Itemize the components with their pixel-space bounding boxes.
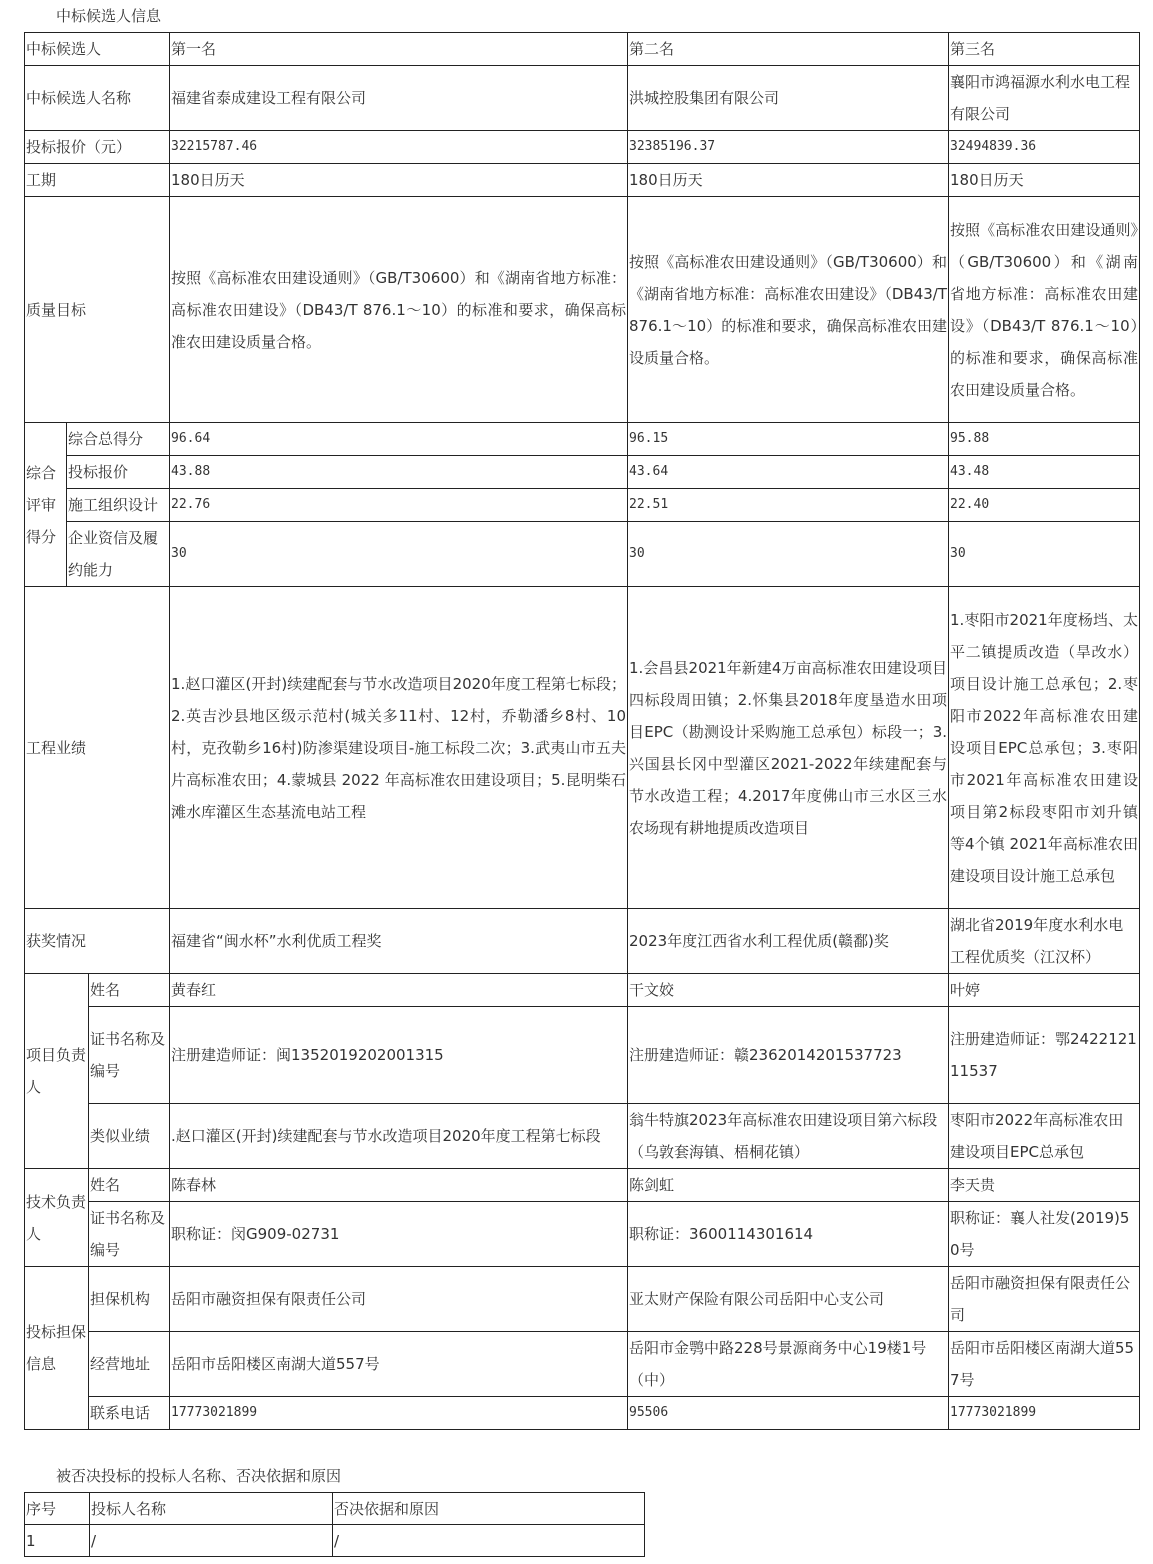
cell: 岳阳市岳阳楼区南湖大道557号 bbox=[170, 1332, 628, 1397]
table-row-guarantee-org bbox=[25, 1267, 1140, 1332]
cell: 22.76 bbox=[170, 489, 628, 522]
row-label: 综合总得分 bbox=[67, 423, 170, 456]
cell: 福建省“闽水杯”水利优质工程奖 bbox=[170, 909, 628, 974]
row-label: 质量目标 bbox=[25, 197, 170, 423]
header-rank-1: 第一名 bbox=[170, 33, 628, 66]
table-row-guarantee-addr bbox=[25, 1332, 1140, 1397]
row-label: 证书名称及编号 bbox=[89, 1007, 170, 1104]
cell: 湖北省2019年度水利水电工程优质奖（江汉杯） bbox=[949, 909, 1140, 974]
row-label: 获奖情况 bbox=[25, 909, 170, 974]
header-label: 中标候选人 bbox=[25, 33, 170, 66]
cell: 陈春林 bbox=[170, 1169, 628, 1202]
cell: 陈剑虹 bbox=[628, 1169, 949, 1202]
group-label-score: 综合评审得分 bbox=[25, 423, 67, 587]
table-row-price bbox=[25, 131, 1140, 164]
cell: 180日历天 bbox=[628, 164, 949, 197]
cell: .赵口灌区(开封)续建配套与节水改造项目2020年度工程第七标段 bbox=[170, 1104, 628, 1169]
cell: 1.会昌县2021年新建4万亩高标准农田建设项目四标段周田镇；2.怀集县2018年度垦造水田项目EPC（勘测设计采购施工总承包）标段一；3.兴国县长冈中型灌区2021-2022年续建配套与节水改造工程；4.2017年度佛山市三水区三水农场现有耕地提质改造项目 bbox=[628, 587, 949, 909]
cell: 注册建造师证：闽1352019202001315 bbox=[170, 1007, 628, 1104]
section-title-candidates: 中标候选人信息 bbox=[56, 7, 162, 25]
table-row-pm-cert bbox=[25, 1007, 1140, 1104]
cell: 2023年度江西省水利工程优质(赣鄱)奖 bbox=[628, 909, 949, 974]
table-row-guarantee-phone bbox=[25, 1397, 1140, 1430]
row-label: 类似业绩 bbox=[89, 1104, 170, 1169]
cell: 17773021899 bbox=[949, 1397, 1140, 1430]
cell: 岳阳市融资担保有限责任公司 bbox=[170, 1267, 628, 1332]
cell: 黄春红 bbox=[170, 974, 628, 1007]
table-row-pm-name bbox=[25, 974, 1140, 1007]
cell: 95506 bbox=[628, 1397, 949, 1430]
table-row-awards bbox=[25, 909, 1140, 974]
cell: 43.88 bbox=[170, 456, 628, 489]
table-row-score-design bbox=[25, 489, 1140, 522]
row-label: 经营地址 bbox=[89, 1332, 170, 1397]
row-label: 投标报价 bbox=[67, 456, 170, 489]
cell: 96.15 bbox=[628, 423, 949, 456]
cell: 32385196.37 bbox=[628, 131, 949, 164]
table-row-header bbox=[25, 33, 1140, 66]
cell: 枣阳市2022年高标准农田建设项目EPC总承包 bbox=[949, 1104, 1140, 1169]
cell: 职称证：3600114301614 bbox=[628, 1202, 949, 1267]
row-label: 中标候选人名称 bbox=[25, 66, 170, 131]
table-row-score-credit bbox=[25, 522, 1140, 587]
row-label: 证书名称及编号 bbox=[89, 1202, 170, 1267]
row-label: 担保机构 bbox=[89, 1267, 170, 1332]
row-label: 姓名 bbox=[89, 1169, 170, 1202]
cell: 岳阳市金鹗中路228号景源商务中心19楼1号（中） bbox=[628, 1332, 949, 1397]
cell: 32215787.46 bbox=[170, 131, 628, 164]
row-label: 施工组织设计 bbox=[67, 489, 170, 522]
cell: 43.64 bbox=[628, 456, 949, 489]
table-row-name bbox=[25, 66, 1140, 131]
cell: 按照《高标准农田建设通则》（GB/T30600）和《湖南省地方标准：高标准农田建设》（DB43/T 876.1～10）的标准和要求，确保高标准农田建设质量合格。 bbox=[170, 197, 628, 423]
cell: 17773021899 bbox=[170, 1397, 628, 1430]
cell: 按照《高标准农田建设通则》（GB/T30600）和《湖南省地方标准：高标准农田建设》（DB43/T 876.1～10）的标准和要求，确保高标准农田建设质量合格。 bbox=[628, 197, 949, 423]
cell: 亚太财产保险有限公司岳阳中心支公司 bbox=[628, 1267, 949, 1332]
header-no: 序号 bbox=[25, 1493, 90, 1525]
row-label: 姓名 bbox=[89, 974, 170, 1007]
cell: 32494839.36 bbox=[949, 131, 1140, 164]
cell: 岳阳市融资担保有限责任公司 bbox=[949, 1267, 1140, 1332]
cell: 96.64 bbox=[170, 423, 628, 456]
row-label: 投标报价（元） bbox=[25, 131, 170, 164]
cell: / bbox=[90, 1525, 333, 1557]
cell: 30 bbox=[170, 522, 628, 587]
table-row bbox=[25, 1525, 645, 1557]
table-row-score-total bbox=[25, 423, 1140, 456]
cell: 43.48 bbox=[949, 456, 1140, 489]
cell: 翁牛特旗2023年高标准农田建设项目第六标段（乌敦套海镇、梧桐花镇） bbox=[628, 1104, 949, 1169]
cell: 1 bbox=[25, 1525, 90, 1557]
header-name: 投标人名称 bbox=[90, 1493, 333, 1525]
table-row-score-bid bbox=[25, 456, 1140, 489]
cell: 李天贵 bbox=[949, 1169, 1140, 1202]
header-rank-2: 第二名 bbox=[628, 33, 949, 66]
table-row-pm-similar bbox=[25, 1104, 1140, 1169]
cell: 职称证：襄人社发(2019)50号 bbox=[949, 1202, 1140, 1267]
table-row-performance bbox=[25, 587, 1140, 909]
cell: 180日历天 bbox=[949, 164, 1140, 197]
section-title-rejected: 被否决投标的投标人名称、否决依据和原因 bbox=[56, 1467, 342, 1485]
cell: 叶婷 bbox=[949, 974, 1140, 1007]
cell: 注册建造师证：鄂242212111537 bbox=[949, 1007, 1140, 1104]
cell: 职称证：闵G909-02731 bbox=[170, 1202, 628, 1267]
header-reason: 否决依据和原因 bbox=[333, 1493, 645, 1525]
cell: 1.赵口灌区(开封)续建配套与节水改造项目2020年度工程第七标段；2.英吉沙县地区级示范村(城关多11村、12村，乔勒潘乡8村、10村，克孜勒乡16村)防渗渠建设项目-施工标段二次；3.武夷山市五夫片高标准农田；4.蒙城县 2022 年高标准农田建设项目；5.昆明柴石滩水库灌区生态基流电站工程 bbox=[170, 587, 628, 909]
cell: 30 bbox=[949, 522, 1140, 587]
cell: 干文姣 bbox=[628, 974, 949, 1007]
group-label-tech: 技术负责人 bbox=[25, 1169, 89, 1267]
table-row-tech-name bbox=[25, 1169, 1140, 1202]
table-row-header bbox=[25, 1493, 645, 1525]
cell: 洪城控股集团有限公司 bbox=[628, 66, 949, 131]
candidates-table bbox=[24, 32, 1140, 1430]
rejected-table bbox=[24, 1492, 645, 1557]
cell: 30 bbox=[628, 522, 949, 587]
cell: / bbox=[333, 1525, 645, 1557]
cell: 95.88 bbox=[949, 423, 1140, 456]
cell: 180日历天 bbox=[170, 164, 628, 197]
header-rank-3: 第三名 bbox=[949, 33, 1140, 66]
cell: 注册建造师证：赣2362014201537723 bbox=[628, 1007, 949, 1104]
table-row-tech-cert bbox=[25, 1202, 1140, 1267]
table-row-period bbox=[25, 164, 1140, 197]
row-label: 企业资信及履约能力 bbox=[67, 522, 170, 587]
row-label: 工程业绩 bbox=[25, 587, 170, 909]
group-label-guarantee: 投标担保信息 bbox=[25, 1267, 89, 1430]
cell: 1.枣阳市2021年度杨垱、太平二镇提质改造（旱改水）项目设计施工总承包；2.枣阳市2022年高标准农田建设项目EPC总承包；3.枣阳市2021年高标准农田建设项目第2标段枣阳市刘升镇等4个镇 2021年高标准农田建设项目设计施工总承包 bbox=[949, 587, 1140, 909]
cell: 岳阳市岳阳楼区南湖大道557号 bbox=[949, 1332, 1140, 1397]
cell: 福建省泰成建设工程有限公司 bbox=[170, 66, 628, 131]
table-row-quality bbox=[25, 197, 1140, 423]
group-label-pm: 项目负责人 bbox=[25, 974, 89, 1169]
row-label: 联系电话 bbox=[89, 1397, 170, 1430]
cell: 22.51 bbox=[628, 489, 949, 522]
cell: 按照《高标准农田建设通则》（GB/T30600）和《湖南省地方标准：高标准农田建设》（DB43/T 876.1～10）的标准和要求，确保高标准农田建设质量合格。 bbox=[949, 197, 1140, 423]
cell: 襄阳市鸿福源水利水电工程有限公司 bbox=[949, 66, 1140, 131]
row-label: 工期 bbox=[25, 164, 170, 197]
cell: 22.40 bbox=[949, 489, 1140, 522]
